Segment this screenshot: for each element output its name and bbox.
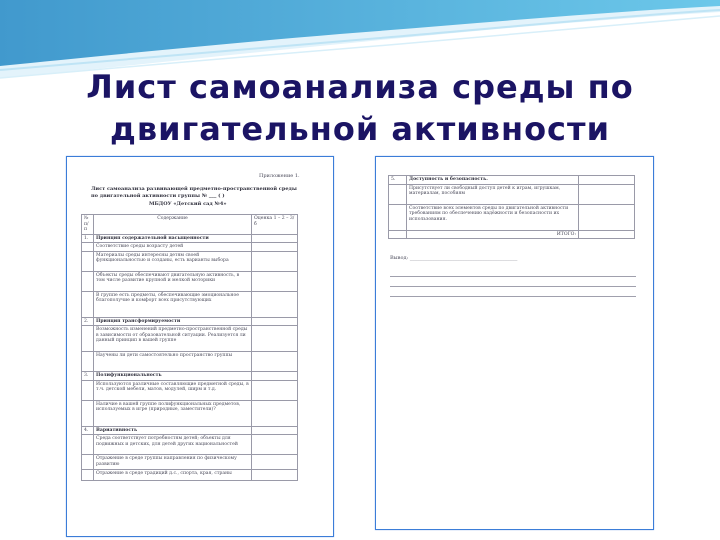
row-score [252, 234, 298, 243]
row-text: Вариативность [94, 426, 252, 435]
row-text: Полифункциональность [94, 372, 252, 381]
table-row [82, 291, 298, 317]
row-text: Используются различные составляющие предметной среды, в т.ч. детской мебели, матов, модулей, ширм и т.д. [94, 380, 252, 400]
doc-heading-line-1: Лист самоанализа развивающей предметно-пространственной среды [91, 186, 297, 192]
row-text: Соответствие всех элементов среды по двигательной активности требованиям по обеспечению надёжности и безопасности их использования. [407, 204, 579, 230]
slide-title [0, 66, 720, 150]
row-num: 2. [82, 317, 94, 326]
row-score [579, 204, 635, 230]
row-num [82, 352, 94, 372]
blank-line [390, 296, 636, 297]
appendix-label: Приложение 1. [259, 173, 300, 179]
row-text: В группе есть предметы, обеспечивающие эмоциональное благополучие и комфорт всех присутствующих [94, 291, 252, 317]
table-row [82, 455, 298, 470]
row-text: Научены ли дети самостоятельно пространство группы [94, 352, 252, 372]
row-num: 3. [82, 372, 94, 381]
conclusion-label: Вывод: ___________________________________________ [390, 255, 518, 261]
slide-title-line-2: двигательной активности [110, 110, 610, 148]
row-text: Доступность и безопасность. [407, 176, 579, 185]
row-text: Материалы среды интересны детям своей функциональностью и созданы, есть варианты выбора [94, 251, 252, 271]
row-score [252, 352, 298, 372]
self-analysis-table [81, 214, 298, 481]
row-text: Принцип трансформируемости [94, 317, 252, 326]
row-score [252, 455, 298, 470]
table-row [389, 184, 635, 204]
header-num: № п/п [82, 215, 94, 235]
row-score [252, 326, 298, 352]
row-num: 1. [82, 234, 94, 243]
table-row [82, 372, 298, 381]
row-num [82, 400, 94, 426]
row-text: Присутствует ли свободный доступ детей к играм, игрушкам, материалам, пособиям [407, 184, 579, 204]
table-row [82, 326, 298, 352]
row-num [82, 291, 94, 317]
row-num [389, 184, 407, 204]
row-num [82, 251, 94, 271]
document-page-2 [375, 156, 654, 530]
row-score [252, 400, 298, 426]
row-num [82, 243, 94, 252]
row-score [252, 380, 298, 400]
row-score [252, 372, 298, 381]
doc-heading-line-3: МБДОУ «Детский сад №4» [149, 201, 227, 207]
table-header-row [82, 215, 298, 235]
table-row [82, 251, 298, 271]
document-page-1 [66, 156, 334, 537]
row-num [82, 435, 94, 455]
row-score [252, 426, 298, 435]
blank-line [390, 286, 636, 287]
doc-heading-line-2: по двигательной активности группы № ___ ( ) [91, 193, 225, 199]
row-score [252, 435, 298, 455]
table-row [389, 176, 635, 185]
row-score [252, 291, 298, 317]
table-row [82, 352, 298, 372]
table-row [82, 435, 298, 455]
row-num [82, 326, 94, 352]
table-row [82, 243, 298, 252]
slide-title-line-1: Лист самоанализа среды по [86, 68, 634, 106]
self-analysis-table-continued [388, 175, 635, 239]
row-num [82, 470, 94, 481]
row-num [82, 455, 94, 470]
table-row [389, 204, 635, 230]
table-row [82, 470, 298, 481]
row-score [252, 251, 298, 271]
row-score [252, 470, 298, 481]
table-row [389, 230, 635, 239]
row-score [579, 230, 635, 239]
row-num: 4. [82, 426, 94, 435]
header-content: Содержание [94, 215, 252, 235]
row-text: ИТОГО: [407, 230, 579, 239]
row-text: Принцип содержательной насыщенности [94, 234, 252, 243]
blank-line [390, 276, 636, 277]
table-row [82, 234, 298, 243]
row-text: Соответствие среды возрасту детей [94, 243, 252, 252]
row-num [389, 230, 407, 239]
row-score [579, 184, 635, 204]
table-row [82, 426, 298, 435]
table-row [82, 400, 298, 426]
row-num: 5. [389, 176, 407, 185]
row-num [82, 380, 94, 400]
row-text: Отражение в среде группы направления по физическому развитию [94, 455, 252, 470]
row-score [252, 317, 298, 326]
row-text: Отражение в среде традиций д.с., спорта, края, страны [94, 470, 252, 481]
row-text: Возможность изменений предметно-пространственной среды в зависимости от образовательной ситуации. Реализуется ли данный принцип в вашей группе [94, 326, 252, 352]
row-text: Среда соответствует потребностям детей; объекты для подвижных и детских, для детей других национальностей [94, 435, 252, 455]
table-row [82, 380, 298, 400]
row-text: Наличие в вашей группе полифункциональных предметов, используемых в игре (природные, заместители)? [94, 400, 252, 426]
row-score [252, 243, 298, 252]
table-row [82, 271, 298, 291]
row-num [82, 271, 94, 291]
row-score [579, 176, 635, 185]
row-score [252, 271, 298, 291]
row-text: Объекты среды обеспечивают двигательную активность, в том числе развитие крупной и мелкой моторики [94, 271, 252, 291]
table-row [82, 317, 298, 326]
row-num [389, 204, 407, 230]
header-score: Оценка 1 – 2 – 3/б [252, 215, 298, 235]
